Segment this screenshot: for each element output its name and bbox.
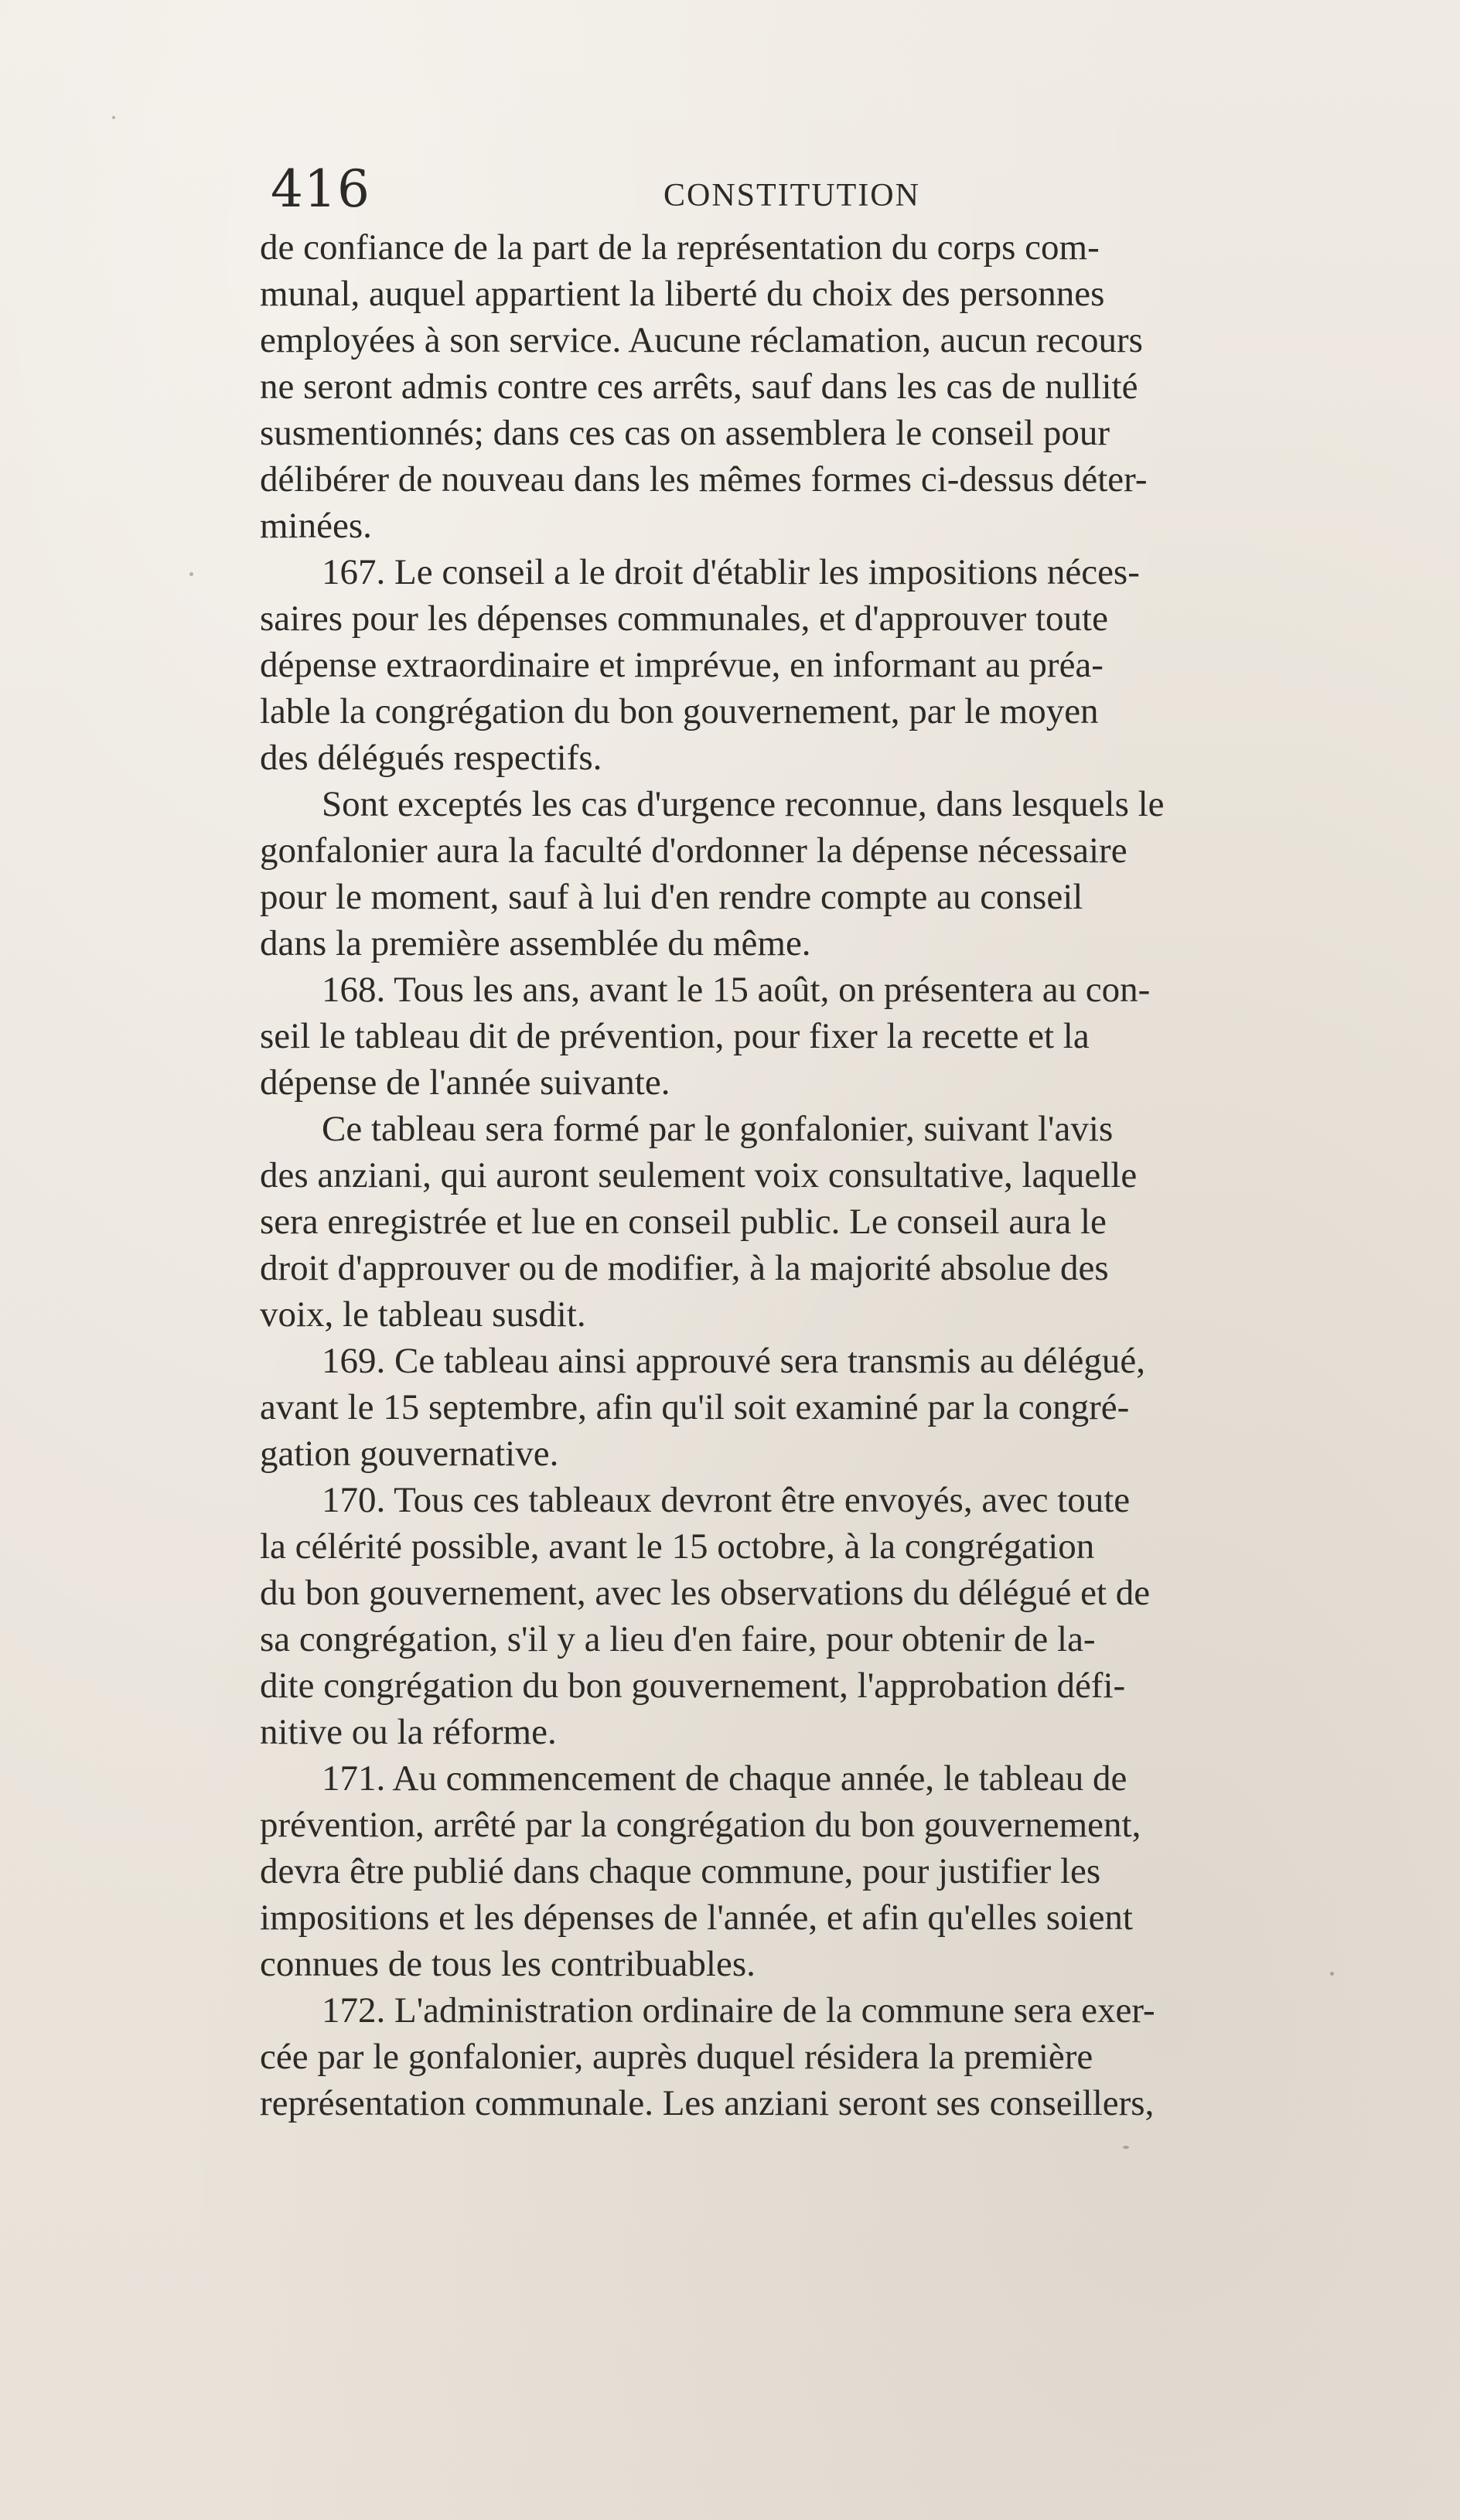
text-line: dépense de l'année suivante. (260, 1062, 670, 1103)
text-line: la célérité possible, avant le 15 octobre, à la congrégation (260, 1526, 1095, 1567)
paper-speck (112, 116, 115, 119)
text-line: ne seront admis contre ces arrêts, sauf dans les cas de nullité (260, 367, 1138, 407)
text-line: gonfalonier aura la faculté d'ordonner la dépense nécessaire (260, 830, 1127, 871)
text-line: gation gouvernative. (260, 1434, 559, 1474)
article-172-line: 172. L'administration ordinaire de la commune sera exer- (322, 1990, 1155, 2031)
page-number: 416 (271, 159, 370, 219)
paragraph-start-line: Sont exceptés les cas d'urgence reconnue, dans lesquels le (322, 784, 1165, 824)
text-line: connues de tous les contribuables. (260, 1944, 756, 1984)
text-line: sa congrégation, s'il y a lieu d'en faire, pour obtenir de la- (260, 1619, 1096, 1659)
text-line: dans la première assemblée du même. (260, 923, 811, 963)
text-line: pour le moment, sauf à lui d'en rendre compte au conseil (260, 877, 1083, 917)
paper-speck (189, 572, 193, 576)
page-header (271, 159, 1400, 220)
article-170-line: 170. Tous ces tableaux devront être envoyés, avec toute (322, 1480, 1131, 1520)
text-line: voix, le tableau susdit. (260, 1294, 586, 1335)
text-line: seil le tableau dit de prévention, pour fixer la recette et la (260, 1016, 1090, 1056)
text-line: des délégués respectifs. (260, 738, 602, 778)
text-line: cée par le gonfalonier, auprès duquel résidera la première (260, 2037, 1093, 2077)
paper-speck (1123, 2146, 1129, 2149)
text-line: des anziani, qui auront seulement voix consultative, laquelle (260, 1155, 1138, 1195)
article-168-line: 168. Tous les ans, avant le 15 août, on présentera au con- (322, 970, 1151, 1010)
text-line: saires pour les dépenses communales, et d'approuver toute (260, 598, 1108, 639)
paragraph-start-line: Ce tableau sera formé par le gonfalonier, suivant l'avis (322, 1109, 1114, 1149)
text-line: susmentionnés; dans ces cas on assemblera le conseil pour (260, 413, 1110, 453)
article-171-line: 171. Au commencement de chaque année, le tableau de (322, 1758, 1127, 1799)
text-line: représentation communale. Les anziani seront ses conseillers, (260, 2083, 1155, 2123)
text-line: sera enregistrée et lue en conseil public. Le conseil aura le (260, 1202, 1107, 1242)
body-text (260, 224, 1401, 2126)
text-line: employées à son service. Aucune réclamation, aucun recours (260, 320, 1143, 360)
text-line: prévention, arrêté par la congrégation du bon gouvernement, (260, 1805, 1141, 1845)
text-line: devra être publié dans chaque commune, pour justifier les (260, 1851, 1101, 1891)
running-title: CONSTITUTION (663, 178, 920, 213)
text-line: munal, auquel appartient la liberté du choix des personnes (260, 274, 1105, 314)
text-line: dépense extraordinaire et imprévue, en informant au préa- (260, 645, 1104, 685)
text-line: avant le 15 septembre, afin qu'il soit examiné par la congré- (260, 1387, 1130, 1427)
text-line: minées. (260, 506, 372, 546)
text-line: délibérer de nouveau dans les mêmes formes ci-dessus déter- (260, 459, 1148, 500)
text-line: de confiance de la part de la représentation du corps com- (260, 227, 1100, 268)
text-line: droit d'approuver ou de modifier, à la majorité absolue des (260, 1248, 1109, 1288)
article-167-line: 167. Le conseil a le droit d'établir les impositions néces- (322, 552, 1140, 592)
paper-speck (1330, 1972, 1334, 1976)
text-line: lable la congrégation du bon gouvernement, par le moyen (260, 691, 1099, 731)
text-line: dite congrégation du bon gouvernement, l'approbation défi- (260, 1666, 1126, 1706)
article-169-line: 169. Ce tableau ainsi approuvé sera transmis au délégué, (322, 1341, 1145, 1381)
text-line: du bon gouvernement, avec les observations du délégué et de (260, 1573, 1151, 1613)
text-line: nitive ou la réforme. (260, 1712, 557, 1752)
text-line: impositions et les dépenses de l'année, et afin qu'elles soient (260, 1898, 1133, 1938)
